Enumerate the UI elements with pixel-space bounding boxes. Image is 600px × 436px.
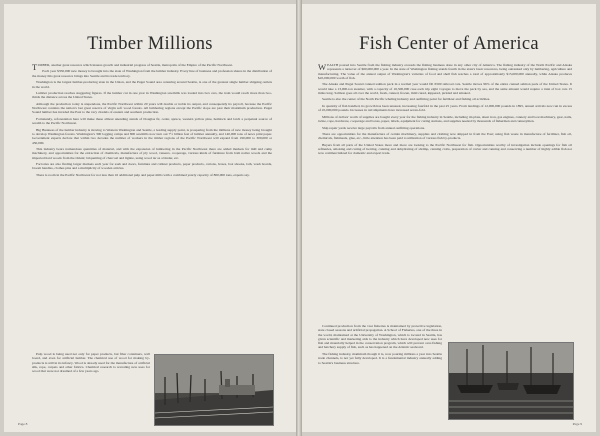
left-paragraph-4: Lumber production reaches staggering figures. If the lumber cut in one year in Washington sawmills was loaded into box cars, the train would reach more than two-thirds the distance across the United States. xyxy=(32,91,272,100)
timber-photo xyxy=(154,354,274,426)
left-page-number: Page 8 xyxy=(18,422,28,426)
fishing-photo xyxy=(448,342,574,420)
left-paragraph-8: This industry bears tremendous quantities of material, and with the expansion of lumbering in the Pacific Northwest there are added markets for mill and camp machinery, and opportunities for the extraction of chemicals, manufacture of ply wood, veneers, cooperage, various kinds of furniture from both native woods and the imported hard woods from the Orient; briquetting of charcoal and lignite, using wood tar as a binder, etc. xyxy=(32,147,272,160)
left-body-top xyxy=(32,63,272,179)
right-paragraph-8: Buyers from all parts of the United States more and more are looking to the Pacific Northwest for fish. Opportunities worthy of investigation include openings for fish oil refineries, smoking and curing of herring, canning and dehydrating of shrimp, canning crabs, preparation of caviar and canning and conserving a number of highly edible fish not now commercialized for domestic and export trade. xyxy=(318,142,572,156)
left-paragraph-9: Factories are also finding larger markets each year for sash and doors, furniture and cabinet products, paper products, cartons, boxes, box shooks, lath, wash boards, broom handles, clothes pins and a multiplicity of wooden articles. xyxy=(32,162,272,171)
left-page xyxy=(4,4,296,432)
right-paragraph-9: Continued production from the vast fisheries is maintained by protective legislation, state closed seasons and artificial propagation. A School of Fisheries, one of the three in the world, maintained at the University of Washington, which is located in Seattle, has given scientific and marketing aids to the industry which have developed new uses for fish and materially helped in the conservation program, which will prevent over-fishing and hatchery supply of fish, such as has happened on the Atlantic seaboard. xyxy=(318,324,442,350)
left-paragraph-11: Pulp wood is being used not only for paper products, but fiber containers, wall board, and even for artificial lumber. The chemical use of wood for making by-products is still in its infancy. Wood is already used for the manufacture of artificial silk, rope, carpets and other fabrics. Chemical research is revealing new uses for wood that were not dreamed of a few years ago. xyxy=(32,352,150,374)
right-paragraph-7: There are opportunities for the manufacture of certain machinery, supplies and clothing now shipped in from the East; using fish waste in manufacture of fertilizer, fish oil, chemicals, fishmeals, glue, etc., little attention has been paid to utilization of various fish by-products. xyxy=(318,131,572,141)
left-paragraph-3: Washington is the largest lumber-producing state in the Union, and the Puget Sound area centering around Seattle, is one of the greatest single lumber shipping outlets in the world. xyxy=(32,80,272,89)
right-paragraph-5: Millions of dollars' worth of supplies are bought every year for the fishing industry in Seattle, including tin plate, sheet iron, gas engines, cannery and boat machinery, gear, nails, twine, rope, hardware, cooperage and boxes, paper, labels, equipment for curing stations, and supplies needed by thousands of fishermen and cannerymen. xyxy=(318,114,572,124)
right-body-bottom xyxy=(318,324,442,367)
left-paragraph-1: TIMBER, another great resource which insures growth and industrial progress of Seattle, metropolis of the Empire of the Pacific Northwest. xyxy=(32,61,233,72)
right-drop-cap: W xyxy=(318,61,327,72)
left-drop-cap: T xyxy=(32,61,38,72)
left-paragraph-10: There is room in the Pacific Northwest for not less than 16 additional pulp and paper mills with a combined yearly capacity of 800,000 tons, experts say. xyxy=(36,172,250,177)
right-paragraph-2: The Alaska and Puget Sound canned salmon pack in a normal year would fill 6500 railroad cars. Seattle moves 96% of the entire canned salmon pack of the United States. It would take a 13,000-ton steamer, with a capacity of 16,500,000 case each trip eight voyages to move the pack by sea, and the same amount would require a train of box cars 15 miles long. Salmon goes all over the world, fresh, canned, frozen, mild cured, kippered, pickled and smoked. xyxy=(318,82,572,95)
left-paragraph-6: Fortunately, reforestation here will make these almost unending stands of Douglas fir, cedar, spruce, western yellow pine, hemlock and larch a perpetual source of wealth to the Pacific Northwest. xyxy=(32,116,272,126)
right-body-top xyxy=(318,63,572,158)
left-page-title: Timber Millions xyxy=(87,34,213,54)
left-body-bottom xyxy=(32,352,150,376)
left-paragraph-7: Big Business of the lumber industry is moving to Western Washington and Seattle, a leading supply point, is prospering from the millions of new money being brought to develop Washington forests. Washington's 300 logging camps and 800 sawmills now turn out 7½ billion feet of lumber annually, and 140,000 tons of news print paper. Government experts declare that within two decades the number of workers in the timber regions of the Pacific Northwest will expand from 190,000 to 300,000 or 450,000. xyxy=(32,127,272,145)
right-page xyxy=(302,4,596,432)
right-page-number: Page 9 xyxy=(572,422,582,426)
left-paragraph-5: Although the production today is stupendous, the Pacific Northwest within 20 years will double or treble its output, and consequently its payroll, because the Pacific Northwest contains the nation's last great reserve of virgin soft wood forests. All lumbering regions except the Pacific slope are past their maximum production. Puget Sound lumber has invaded the East to the very citadels of eastern and southern production. xyxy=(32,101,272,115)
left-paragraph-2: Each year $350,000 new money is brought into the state of Washington from the lumber industry. Every line of business and profession shares in the distribution of the money this great resource brings into Seattle and its trade territory. xyxy=(32,69,272,78)
right-paragraph-6: Ship repair yards receive large payrolls from annual outfitting operations. xyxy=(322,125,425,130)
right-page-title: Fish Center of America xyxy=(359,34,539,54)
right-paragraph-1: WEALTH poured into Seattle from the fishing industry exceeds the fishing business done in any other city of America. The fishing industry of the North Pacific and Alaska represents a turnover of $60,000,000 a year. In the state of Washington fishing stands fourth in the state's basic resources, being outranked only by lumbering, agriculture and manufacturing. The value of the annual output of Washington's varieties of food and shell fish reaches a total of approximately $15,000,000 annually, while Alaska produces $45,000,000 worth of fish. xyxy=(318,61,572,80)
right-paragraph-10: The fishing industry, mammoth though it is, now pouring millions a year into Seattle trade channels, is not yet fully developed. It is a fundamental industry annually adding to Seattle's business structure. xyxy=(318,351,442,365)
right-paragraph-4: In quantity of fish handled, its growth has been unusual, increasing fourfold in the past 25 years. From landings of 12,000,000 pounds in 1895, annual arrivals now run in excess of 45,000,000 pounds. Increases in rail shipments have increased seven-fold. xyxy=(318,103,572,113)
right-paragraph-3: Seattle is also the center of the North Pacific whaling industry and outfitting point for fertilizer and fishing oil activities. xyxy=(322,97,491,102)
